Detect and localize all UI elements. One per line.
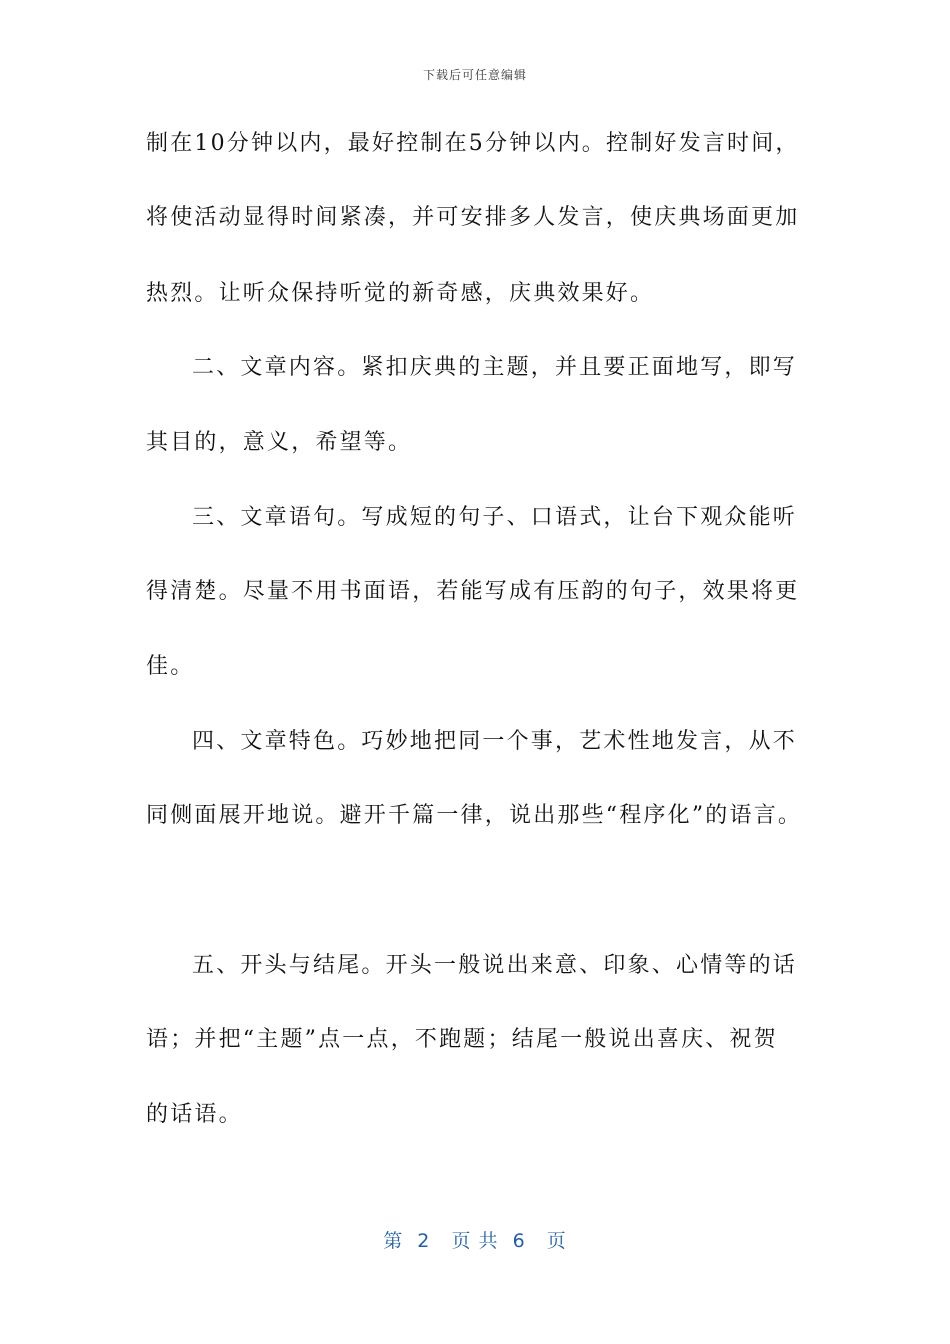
paragraph-line: 三、文章语句。写成短的句子、口语式，让台下观众能听 <box>192 505 798 530</box>
paragraph-line: 二、文章内容。紧扣庆典的主题，并且要正面地写，即写 <box>192 355 798 380</box>
paragraph-line: 的话语。 <box>146 1102 243 1127</box>
paragraph-line: 热烈。让听众保持听觉的新奇感，庆典效果好。 <box>146 281 655 306</box>
paragraph-line: 其目的，意义，希望等。 <box>146 430 413 455</box>
paragraph-line: 语；并把“主题”点一点，不跑题；结尾一般说出喜庆、祝贺 <box>146 1027 778 1052</box>
paragraph-line: 将使活动显得时间紧凑，并可安排多人发言，使庆典场面更加 <box>146 205 800 230</box>
paragraph-line: 同侧面展开地说。避开千篇一律，说出那些“程序化”的语言。 <box>146 803 803 828</box>
paragraph-line: 制在10分钟以内，最好控制在5分钟以内。控制好发言时间， <box>146 131 800 156</box>
paragraph-line: 得清楚。尽量不用书面语，若能写成有压韵的句子，效果将更 <box>146 579 800 604</box>
page-number-footer: 第 2 页 共 6 页 <box>383 1230 567 1252</box>
paragraph-line: 佳。 <box>146 654 195 679</box>
paragraph-line: 四、文章特色。巧妙地把同一个事，艺术性地发言，从不 <box>192 729 798 754</box>
page-header: 下载后可任意编辑 <box>422 68 527 82</box>
paragraph-line: 五、开头与结尾。开头一般说出来意、印象、心情等的话 <box>192 953 798 978</box>
